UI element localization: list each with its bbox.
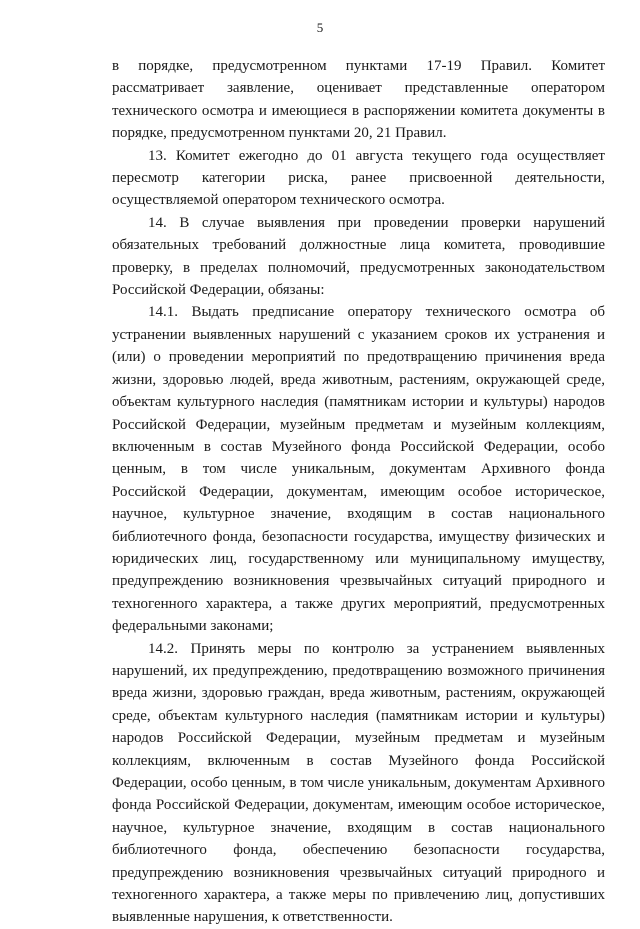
paragraph-14: 14. В случае выявления при проведении проверки нарушений обязательных требований должностные лица комитета, проводившие проверку, в пределах полномочий, предусмотренных законодательством Российской Федерации, обязаны: (112, 214, 605, 299)
paragraph-13: 13. Комитет ежегодно до 01 августа текущего года осуществляет пересмотр категории риска, ранее присвоенной деятельности, осуществляемой оператором технического осмотра. (112, 147, 605, 209)
paragraph-14-1: 14.1. Выдать предписание оператору технического осмотра об устранении выявленных нарушений с указанием сроков их устранения и (или) о проведении мероприятий по предотвращению причинения вреда жизни, здоровью людей, вреда животным, растениям, окружающей среде, объектам культурного наследия (памятникам истории и культуры) народов Российской Федерации, музейным предметам и музейным коллекциям, включенным в состав Музейного фонда Российской Федерации, особо ценным, в том числе уникальным, документам Архивного фонда Российской Федерации, документам, имеющим особое историческое, научное, культурное значение, входящим в состав национального библиотечного фонда, безопасности государства, имуществу физических и юридических лиц, государственному или муниципальному имуществу, предупреждению возникновения чрезвычайных ситуаций природного и техногенного характера, а также других мероприятий, предусмотренных федеральными законами; (112, 304, 605, 635)
paragraph-continuation: в порядке, предусмотренном пунктами 17-19 Правил. Комитет рассматривает заявление, оценивает представленные оператором технического осмотра и имеющиеся в распоряжении комитета документы в порядке, предусмотренном пунктами 20, 21 Правил. (112, 58, 605, 142)
paragraph-14-2: 14.2. Принять меры по контролю за устранением выявленных нарушений, их предупреждению, предотвращению возможного причинения вреда жизни, здоровью граждан, вреда животным, растениям, окружающей среде, объектам культурного наследия (памятникам истории и культуры) народов Российской Федерации, музейным предметам и музейным коллекциям, включенным в состав Музейного фонда Российской Федерации, особо ценным, в том числе уникальным, документам Архивного фонда Российской Федерации, документам, имеющим особое историческое, научное, культурное значение, входящим в состав национального библиотечного фонда, обеспечению безопасности государства, предупреждению возникновения чрезвычайных ситуаций природного и техногенного характера, а также меры по привлечению лиц, допустивших выявленные нарушения, к ответственности. (112, 640, 605, 926)
document-body (112, 55, 605, 929)
page-number: 5 (316, 20, 324, 35)
